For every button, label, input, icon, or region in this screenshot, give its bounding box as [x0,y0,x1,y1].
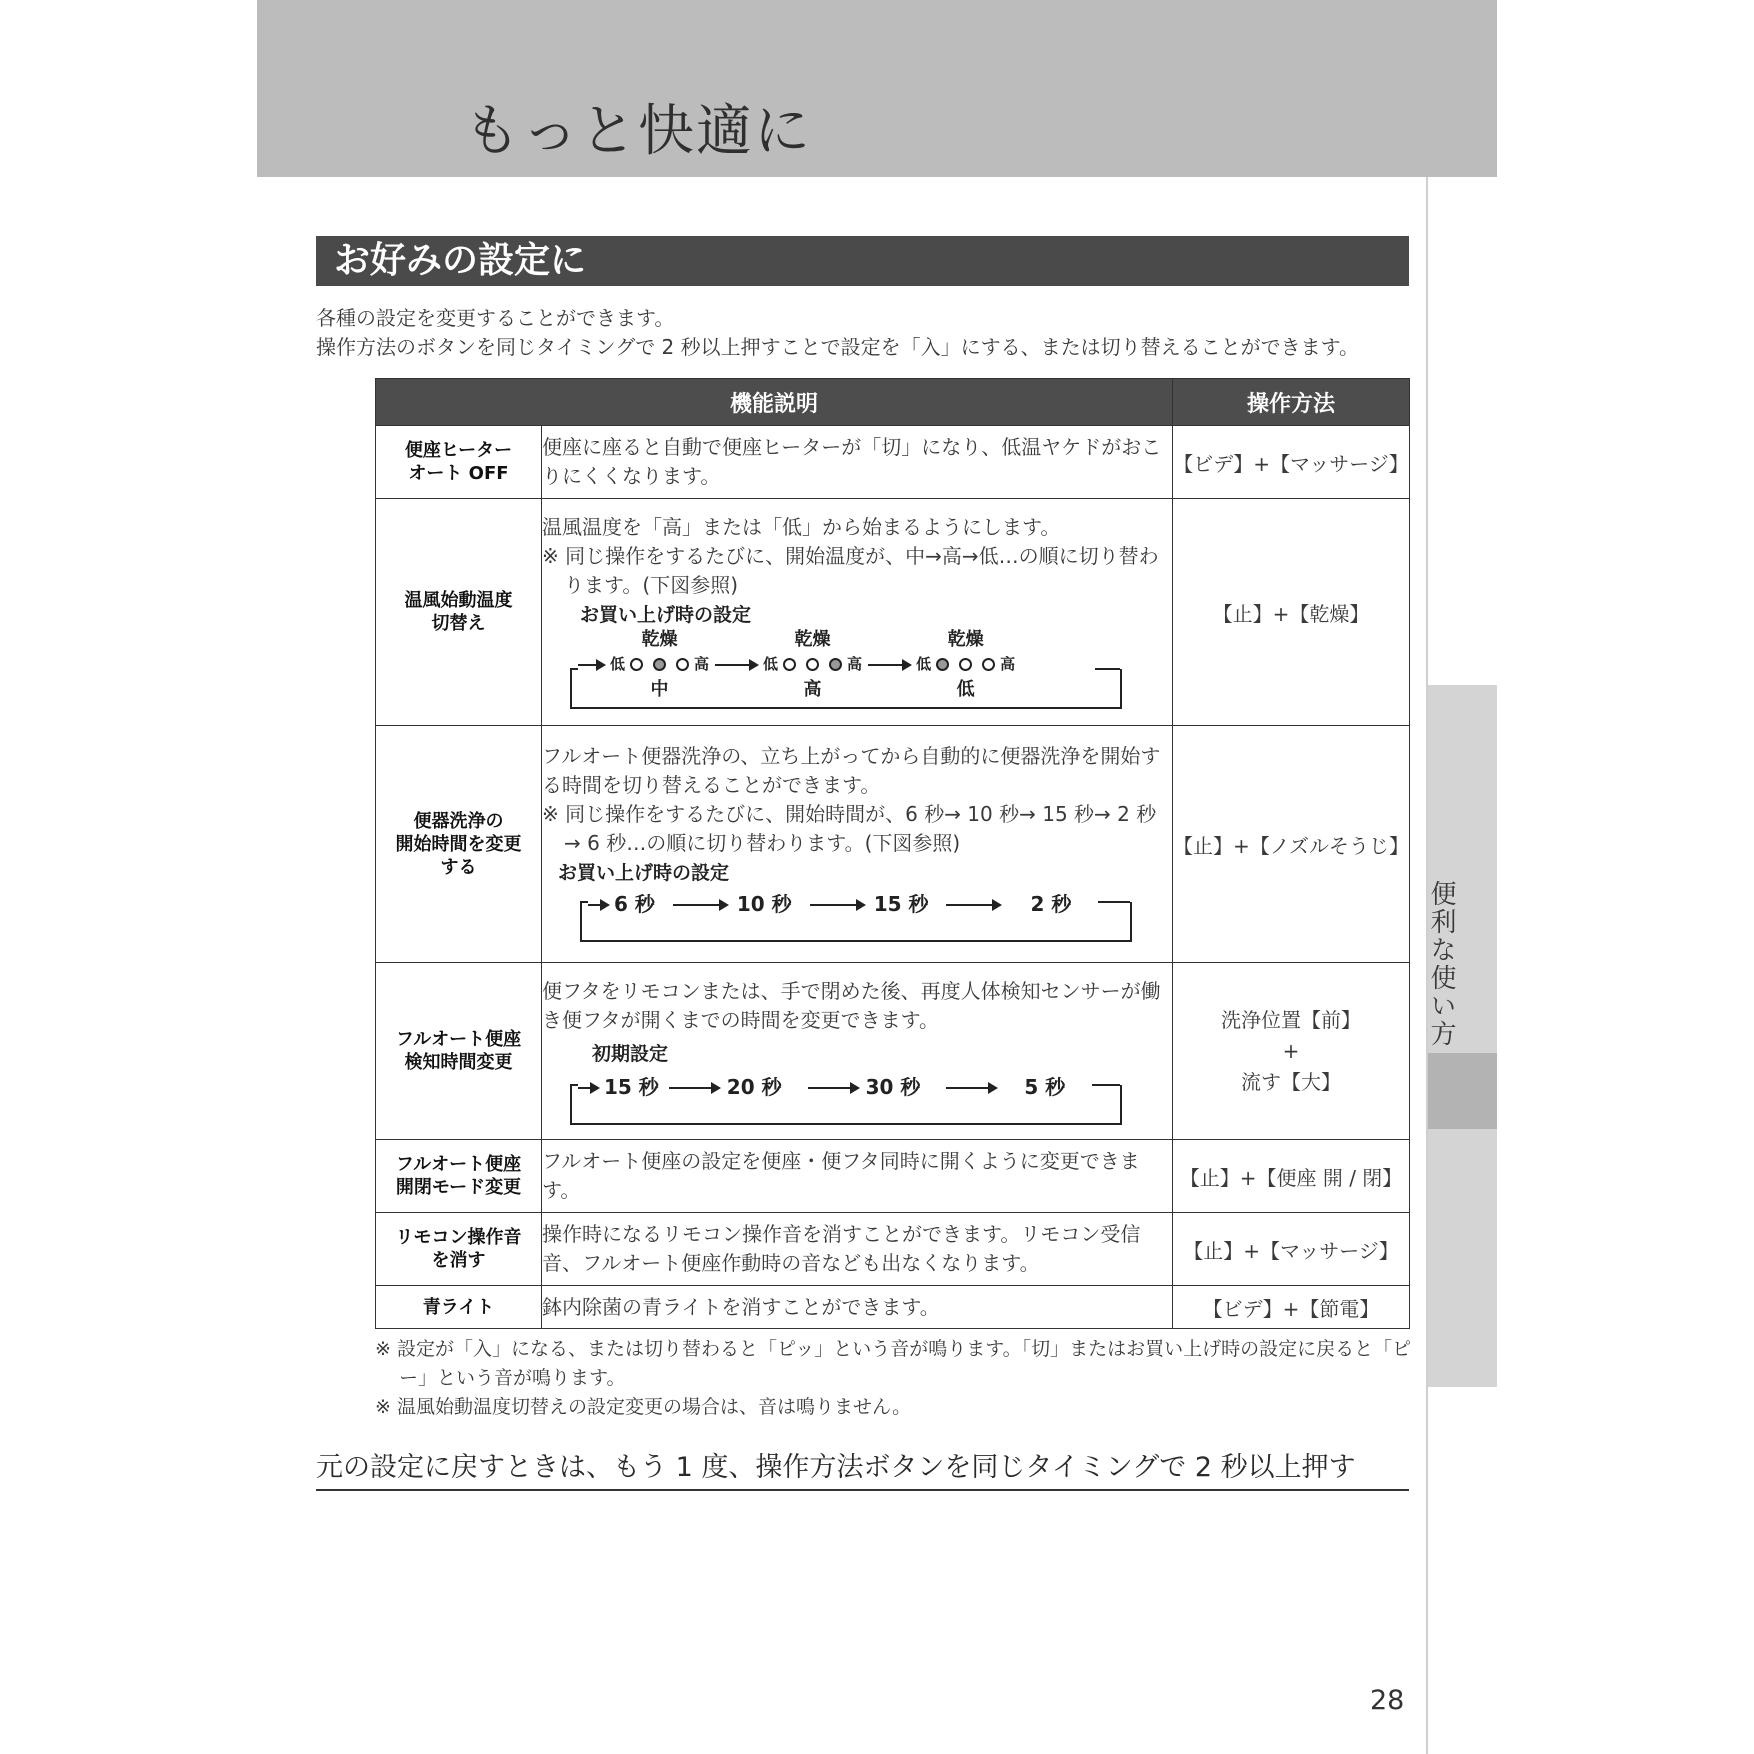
function-name: 切替え [431,613,486,634]
lamp-low-label: 低 [610,654,626,673]
flow-arrow [588,904,608,906]
function-name: 青ライト [422,1296,495,1318]
lamp-row [916,650,1015,679]
operation-cell [1173,1140,1410,1213]
function-name-cell [376,963,542,1140]
function-name-cell [376,426,542,499]
temperature-flow [578,630,1015,701]
function-name: フルオート便座 [395,1154,522,1175]
flow-arrow [578,1087,598,1089]
page-title: もっと快適に [464,99,812,164]
temperature-stage [763,630,862,701]
flow-arrow [673,904,727,906]
operation-cell [1173,1286,1410,1329]
function-name: 開始時間を変更 [395,833,522,855]
page-number: 28 [1370,1685,1405,1716]
section-header-bar [316,236,1409,286]
lamp-icon [783,658,796,671]
temperature-stage [916,630,1015,701]
flow-arrow [946,1087,996,1089]
function-name-cell [376,499,542,726]
flow-step: 6 秒 [614,892,655,916]
description-text: 温風温度を「高」または「低」から始まるようにします。 [542,514,1061,539]
function-name: 温風始動温度 [404,590,513,611]
description-text: 便フタをリモコンまたは、手で閉めた後、再度人体検知センサーが働き便フタが開くまでの時間を変更できます。 [542,979,1161,1032]
description-text: フルオート便座の設定を便座・便フタ同時に開くように変更できます。 [542,1149,1140,1202]
description-cell [542,1213,1173,1286]
function-name: リモコン操作音 [395,1227,522,1248]
header-description: 機能説明 [376,379,1173,426]
stage-value: 低 [956,678,975,700]
lamp-row [610,650,709,679]
settings-table [375,378,1410,1329]
lamp-high-label: 高 [1000,654,1016,673]
temperature-cycle-diagram [542,600,1172,712]
operation-text: 【ビデ】+【節電】 [1202,1296,1380,1321]
flow-arrow [669,1087,719,1089]
description-text: 操作時になるリモコン操作音を消すことができます。リモコン受信音、フルオート便座作動時の音なども出なくなります。 [542,1222,1141,1275]
flow-arrow [808,1087,858,1089]
function-name: する [440,856,477,878]
header-band [257,0,1497,177]
lamp-icon [982,658,995,671]
intro-line: 各種の設定を変更することができます。 [316,306,675,330]
flow-step: 20 秒 [726,1075,782,1099]
description-cell [542,726,1173,963]
description-cell [542,963,1173,1140]
description-note: ※ 同じ操作をするたびに、開始温度が、中→高→低…の順に切り替わります。(下図参照) [542,543,1159,597]
cycle-loop-line [580,901,588,903]
operation-cell [1173,426,1410,499]
function-name: 便座ヒーター [404,440,513,461]
diagram-title: 初期設定 [592,1043,669,1065]
header-operation: 操作方法 [1173,379,1410,426]
flow-arrow [578,664,604,666]
lamp-icon [676,658,689,671]
footnotes [375,1335,1415,1422]
lamp-low-label: 低 [763,654,779,673]
table-row [376,1286,1410,1329]
reset-instruction-heading: 元の設定に戻すときは、もう 1 度、操作方法ボタンを同じタイミングで 2 秒以上押す [316,1447,1409,1491]
stage-label: 乾燥 [641,628,678,650]
cycle-loop-line [570,1084,578,1086]
description-cell [542,426,1173,499]
cycle-loop-line [1092,1084,1120,1086]
table-row [376,1213,1410,1286]
function-name: フルオート便座 [395,1029,522,1050]
flush-time-flow [588,890,1071,919]
temperature-stage [610,630,709,701]
stage-value: 高 [803,678,822,700]
lid-detect-flow [578,1073,1065,1102]
flow-step: 15 秒 [604,1075,659,1099]
footnote: ※ 温風始動温度切替えの設定変更の場合は、音は鳴りません。 [375,1396,912,1418]
flow-arrow [715,664,757,666]
lamp-low-label: 低 [916,654,932,673]
operation-text: + [1282,1038,1300,1063]
lamp-high-label: 高 [694,654,710,673]
description-cell [542,1286,1173,1329]
flow-step: 15 秒 [873,892,929,916]
cycle-loop-line [1098,901,1130,903]
chapter-side-tab-label: 便利な使い方 [1426,880,1456,1048]
table-row [376,963,1410,1140]
operation-text: 【止】+【ノズルそうじ】 [1173,833,1409,858]
table-row [376,499,1410,726]
operation-text: 【止】+【便座 開 / 閉】 [1179,1165,1403,1190]
chapter-side-tab-marker [1428,1053,1497,1129]
description-text: 便座に座ると自動で便座ヒーターが「切」になり、低温ヤケドがおこりにくくなります。 [542,435,1162,488]
stage-value: 中 [650,678,669,700]
description-cell [542,1140,1173,1213]
footnote: ※ 設定が「入」になる、または切り替わると「ピッ」という音が鳴ります。「切」またはお買い上げ時の設定に戻ると「ピー」という音が鳴ります。 [375,1338,1412,1389]
flush-time-cycle-diagram [542,858,1172,946]
diagram-title: お買い上げ時の設定 [558,862,730,884]
function-name: 検知時間変更 [404,1052,513,1073]
flow-step: 10 秒 [736,892,792,916]
function-name-cell [376,1140,542,1213]
lamp-lit-icon [936,658,949,671]
function-name: を消す [431,1250,486,1271]
lamp-lit-icon [653,658,666,671]
description-text: フルオート便器洗浄の、立ち上がってから自動的に便器洗浄を開始する時間を切り替えることができます。 [542,744,1161,797]
lamp-icon [959,658,972,671]
cycle-loop-line [570,668,578,670]
lamp-row [763,650,862,679]
operation-cell [1173,726,1410,963]
intro-text [316,304,1359,362]
lamp-icon [630,658,643,671]
table-row [376,1140,1410,1213]
description-cell [542,499,1173,726]
function-name: 開閉モード変更 [395,1177,522,1198]
function-name-cell [376,1213,542,1286]
flow-step: 2 秒 [1030,892,1072,916]
lid-detect-cycle-diagram [542,1035,1172,1125]
flow-arrow [810,904,864,906]
description-text: 鉢内除菌の青ライトを消すことができます。 [542,1294,940,1319]
flow-arrow [868,664,910,666]
operation-text: 流す【大】 [1241,1069,1342,1094]
stage-label: 乾燥 [794,628,831,650]
stage-label: 乾燥 [947,628,984,650]
description-note: ※ 同じ操作をするたびに、開始時間が、6 秒→ 10 秒→ 15 秒→ 2 秒→ 6 秒…の順に切り替わります。(下図参照) [542,802,1157,855]
operation-cell [1173,499,1410,726]
flow-step: 5 秒 [1024,1075,1066,1099]
lamp-lit-icon [829,658,842,671]
lamp-icon [806,658,819,671]
operation-text: 洗浄位置【前】 [1221,1007,1362,1032]
flow-arrow [946,904,1000,906]
table-header-row [376,379,1410,426]
table-row [376,426,1410,499]
operation-text: 【止】+【マッサージ】 [1183,1238,1399,1263]
operation-text: 【止】+【乾燥】 [1212,601,1370,626]
operation-cell [1173,963,1410,1140]
function-name: オート OFF [408,463,509,484]
cycle-loop-line [1095,668,1120,670]
lamp-high-label: 高 [847,654,863,673]
diagram-title: お買い上げ時の設定 [580,603,752,626]
operation-text: 【ビデ】+【マッサージ】 [1173,451,1409,476]
function-name: 便器洗浄の [413,810,504,832]
function-name-cell [376,1286,542,1329]
flow-step: 30 秒 [865,1075,921,1099]
intro-line: 操作方法のボタンを同じタイミングで 2 秒以上押すことで設定を「入」にする、または切り替えることができます。 [316,335,1360,359]
table-row [376,726,1410,963]
section-title: お好みの設定に [334,240,587,281]
operation-cell [1173,1213,1410,1286]
function-name-cell [376,726,542,963]
